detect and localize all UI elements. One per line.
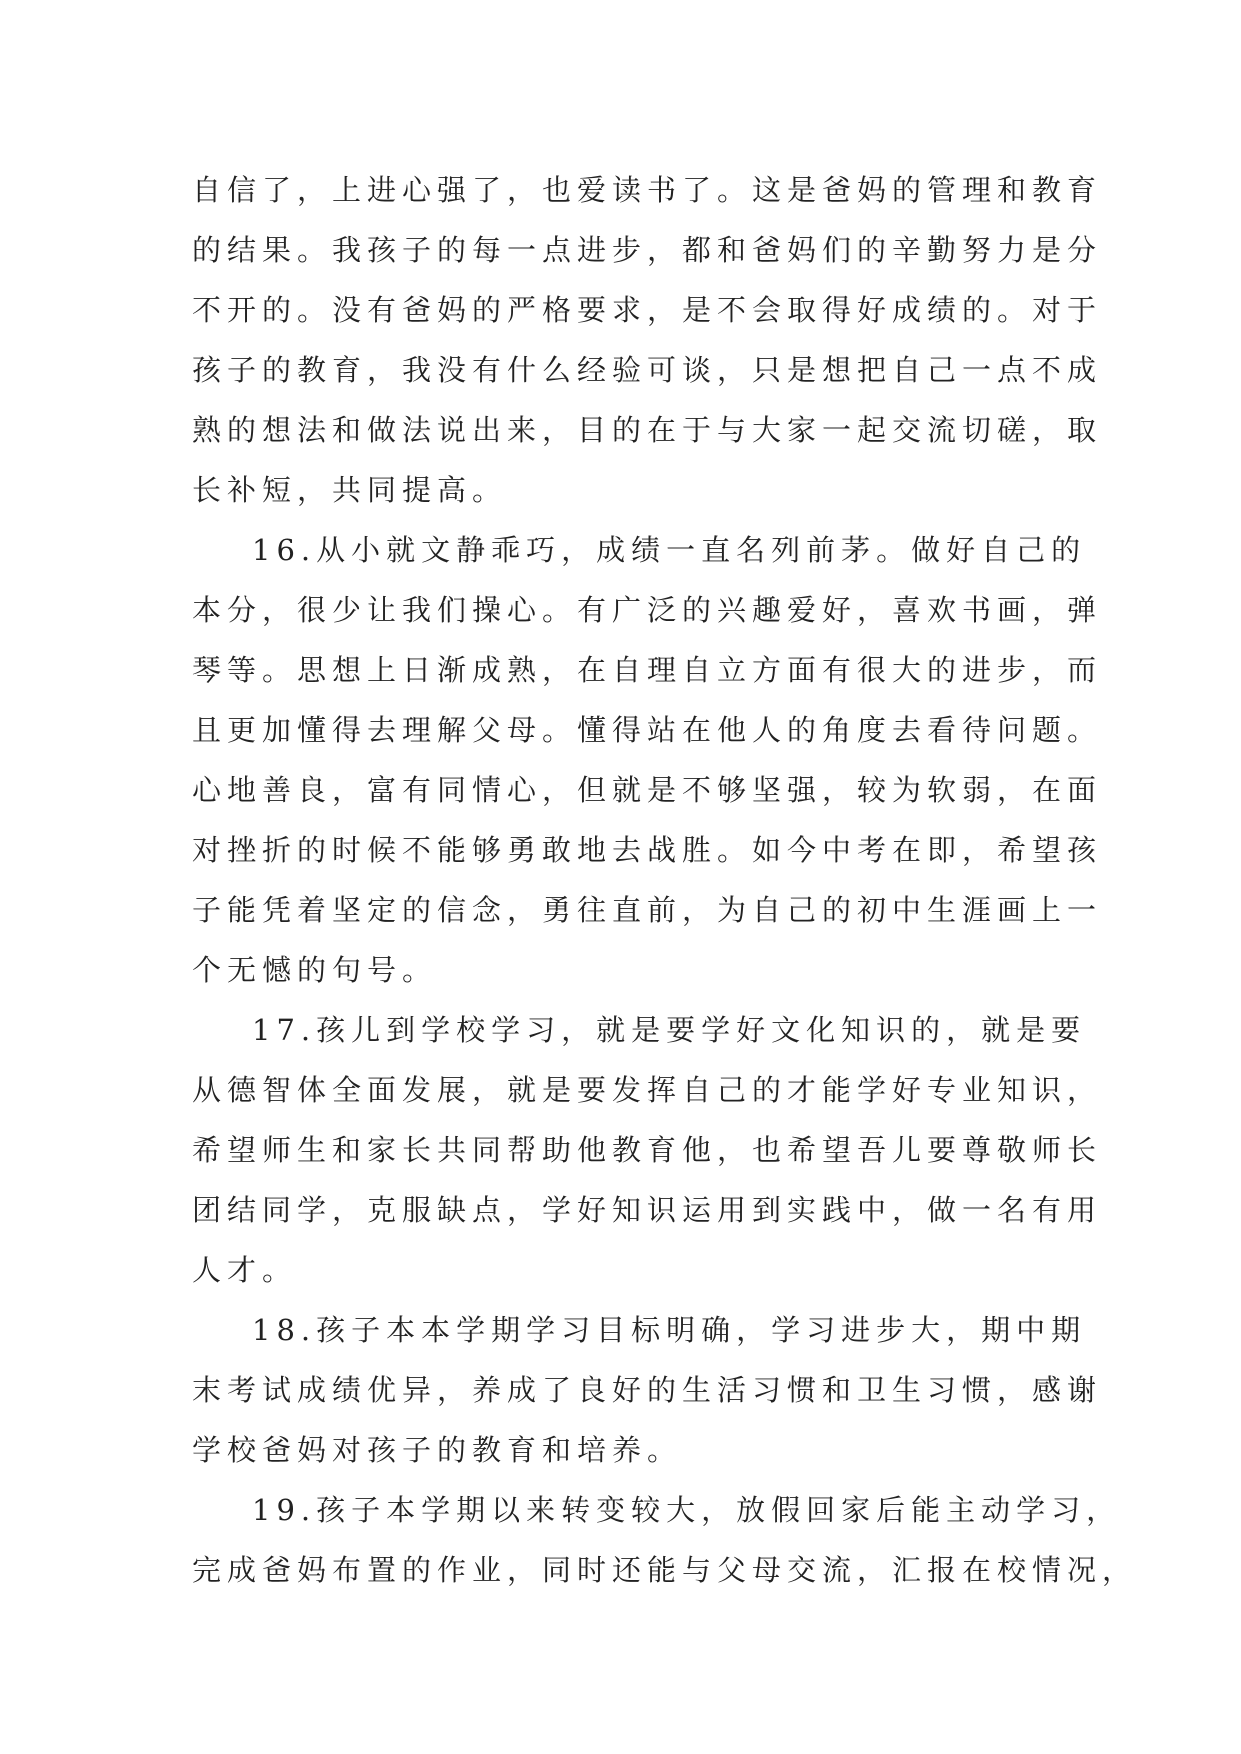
document-body xyxy=(192,160,1138,1600)
text-line: 人才。 xyxy=(192,1253,298,1287)
paragraph-17 xyxy=(192,1000,1103,1300)
text-line: 心地善良，富有同情心，但就是不够坚强，较为软弱，在面 xyxy=(192,773,1103,807)
text-line: 18.孩子本本学期学习目标明确，学习进步大，期中期 xyxy=(252,1313,1087,1347)
text-line: 长补短，共同提高。 xyxy=(192,473,508,507)
text-line: 的结果。我孩子的每一点进步，都和爸妈们的辛勤努力是分 xyxy=(192,233,1103,267)
text-line: 希望师生和家长共同帮助他教育他，也希望吾儿要尊敬师长 xyxy=(192,1133,1103,1167)
paragraph-15-continued xyxy=(192,160,1103,520)
text-line: 末考试成绩优异，养成了良好的生活习惯和卫生习惯，感谢 xyxy=(192,1373,1103,1407)
paragraph-18 xyxy=(192,1300,1103,1480)
text-line: 不开的。没有爸妈的严格要求，是不会取得好成绩的。对于 xyxy=(192,293,1103,327)
text-line: 19.孩子本学期以来转变较大，放假回家后能主动学习， xyxy=(252,1493,1122,1527)
text-line: 子能凭着坚定的信念，勇往直前，为自己的初中生涯画上一 xyxy=(192,893,1103,927)
text-line: 个无憾的句号。 xyxy=(192,953,438,987)
paragraph-19 xyxy=(192,1480,1138,1600)
text-line: 且更加懂得去理解父母。懂得站在他人的角度去看待问题。 xyxy=(192,713,1103,747)
text-line: 17.孩儿到学校学习，就是要学好文化知识的，就是要 xyxy=(252,1013,1087,1047)
paragraph-16 xyxy=(192,520,1103,1000)
text-line: 自信了，上进心强了，也爱读书了。这是爸妈的管理和教育 xyxy=(192,173,1103,207)
text-line: 本分，很少让我们操心。有广泛的兴趣爱好，喜欢书画，弹 xyxy=(192,593,1103,627)
text-line: 孩子的教育，我没有什么经验可谈，只是想把自己一点不成 xyxy=(192,353,1103,387)
text-line: 熟的想法和做法说出来，目的在于与大家一起交流切磋，取 xyxy=(192,413,1103,447)
text-line: 团结同学，克服缺点，学好知识运用到实践中，做一名有用 xyxy=(192,1193,1103,1227)
text-line: 对挫折的时候不能够勇敢地去战胜。如今中考在即，希望孩 xyxy=(192,833,1103,867)
text-line: 16.从小就文静乖巧，成绩一直名列前茅。做好自己的 xyxy=(252,533,1087,567)
text-line: 完成爸妈布置的作业，同时还能与父母交流，汇报在校情况， xyxy=(192,1553,1138,1587)
text-line: 琴等。思想上日渐成熟，在自理自立方面有很大的进步，而 xyxy=(192,653,1103,687)
text-line: 学校爸妈对孩子的教育和培养。 xyxy=(192,1433,683,1467)
text-line: 从德智体全面发展，就是要发挥自己的才能学好专业知识， xyxy=(192,1073,1103,1107)
